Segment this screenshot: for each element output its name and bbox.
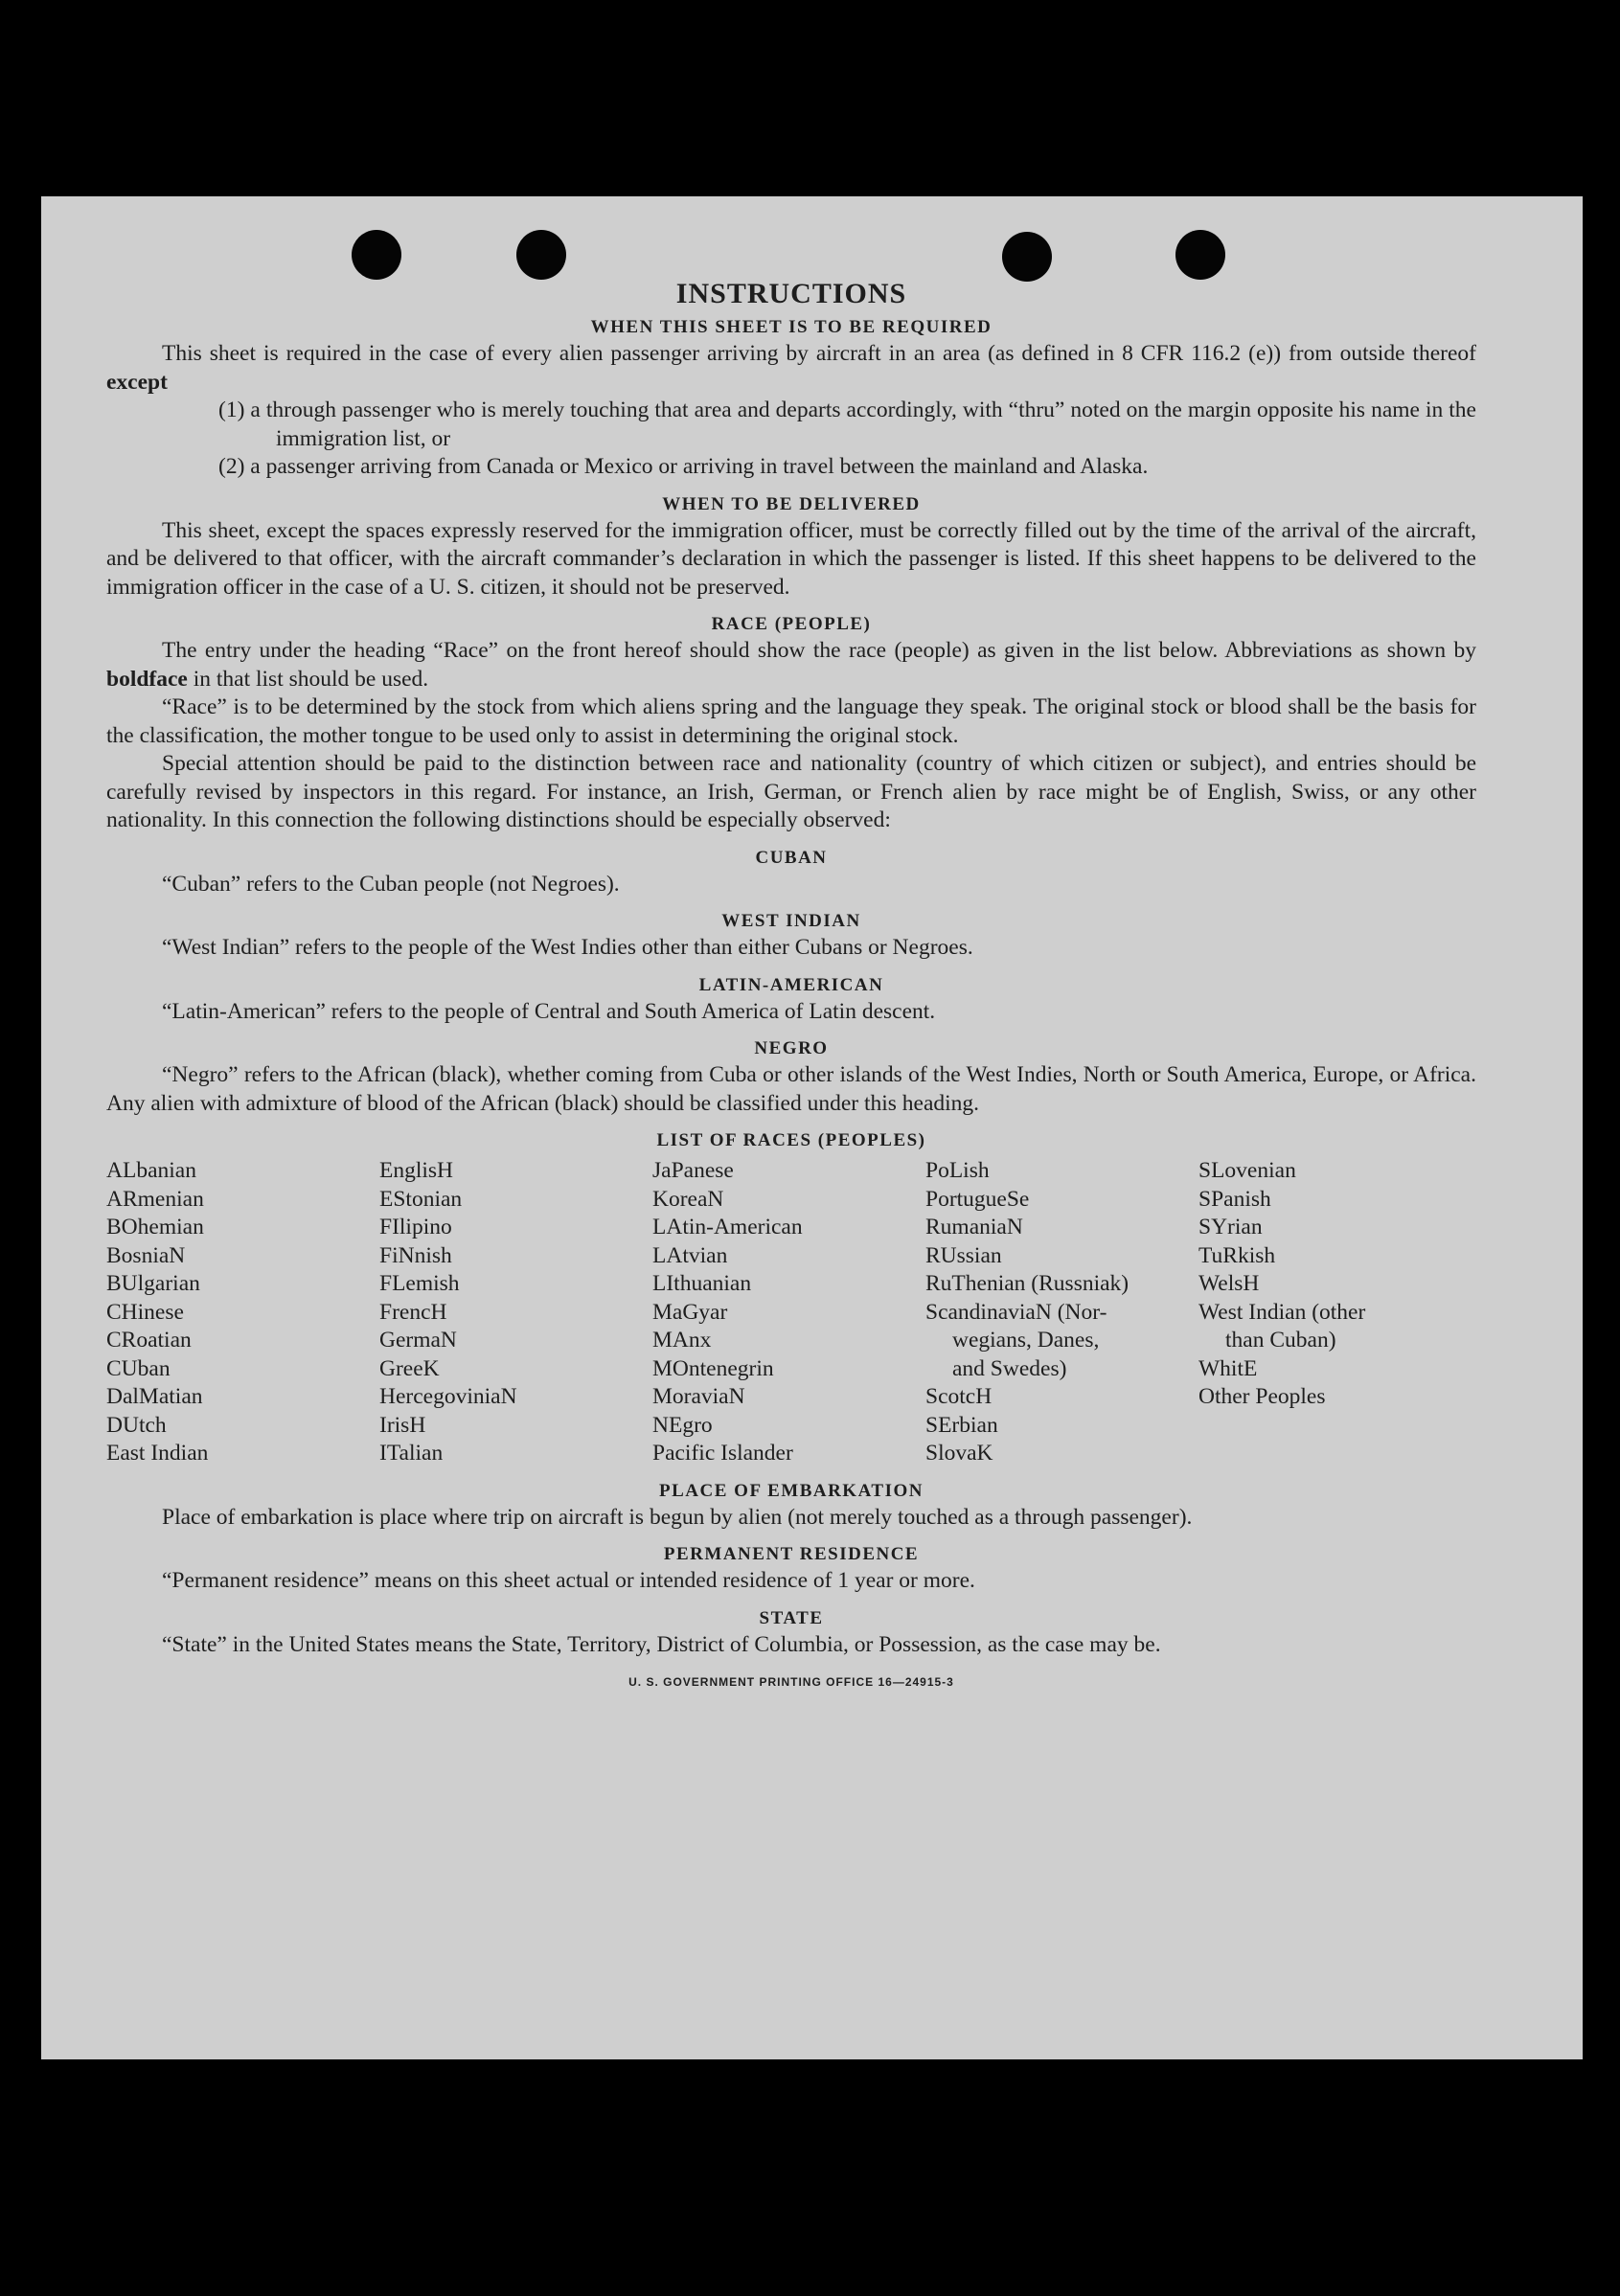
- race-entry: CRoatian: [106, 1328, 192, 1353]
- when-delivered-text: This sheet, except the spaces expressly reserved for the immigration officer, must be correctly filled out by the time of the arrival of the aircraft, and be delivered to that officer, with the aircraft commander’s declaration in which the passenger is listed. If this sheet happens to be delivered to the immigration officer in the case of a U. S. citizen, it should not be preserved.: [106, 517, 1476, 600]
- race-entry: NEgro: [652, 1412, 713, 1438]
- race-entry: [1198, 1440, 1476, 1468]
- race-entry: and Swedes): [952, 1355, 1067, 1381]
- race-entry: HercegoviniaN: [379, 1384, 517, 1409]
- race-entry: LIthuanian: [652, 1271, 752, 1296]
- page-title: INSTRUCTIONS: [675, 278, 907, 309]
- race-entry: MoraviaN: [652, 1384, 745, 1409]
- when-required-intro: This sheet is required in the case of every alien passenger arriving by aircraft in an area (as defined in 8 CFR 116.2 (e)) from outside thereof except: [106, 341, 1476, 395]
- race-entry: East Indian: [106, 1441, 209, 1466]
- race-entry: RumaniaN: [925, 1215, 1023, 1239]
- race-entry: FLemish: [379, 1271, 460, 1296]
- document-page: [41, 196, 1583, 2059]
- race-entry: FIlipino: [379, 1215, 452, 1239]
- race-entry: DalMatian: [106, 1384, 203, 1409]
- heading-when-delivered: WHEN TO BE DELIVERED: [662, 493, 921, 514]
- cuban-text: “Cuban” refers to the Cuban people (not Negroes).: [162, 871, 620, 897]
- heading-cuban: CUBAN: [755, 847, 828, 868]
- race-entry: LAtvian: [652, 1242, 728, 1268]
- race-entry: EStonian: [379, 1186, 463, 1212]
- race-entry: ScotcH: [925, 1384, 993, 1409]
- race-entry: SlovaK: [925, 1441, 993, 1466]
- residence-text: “Permanent residence” means on this sheet actual or intended residence of 1 year or more.: [162, 1568, 975, 1593]
- race-entry: ScandinaviaN (Nor-: [925, 1299, 1107, 1325]
- punch-hole-1: [352, 230, 401, 280]
- race-entry: DUtch: [106, 1412, 167, 1438]
- race-entry: TuRkish: [1198, 1242, 1276, 1268]
- race-paragraph-2: “Race” is to be determined by the stock from which aliens spring and the language they speak. The original stock or blood shall be the basis for the classification, the mother tongue to be used only to assist in determining the original stock.: [106, 694, 1476, 748]
- race-entry: GermaN: [379, 1328, 457, 1353]
- race-entry: EnglisH: [379, 1158, 454, 1183]
- race-entry: RuThenian (Russniak): [925, 1271, 1129, 1296]
- race-entry: KoreaN: [652, 1186, 724, 1212]
- race-entry: SErbian: [925, 1412, 998, 1438]
- race-entry: PortugueSe: [925, 1186, 1030, 1212]
- race-entry: wegians, Danes,: [952, 1328, 1100, 1353]
- race-entry: MaGyar: [652, 1299, 728, 1325]
- printing-office-footer: U. S. GOVERNMENT PRINTING OFFICE 16—24915-3: [628, 1675, 954, 1689]
- heading-latin-american: LATIN-AMERICAN: [698, 974, 884, 995]
- race-entry: Pacific Islander: [652, 1441, 793, 1466]
- heading-when-required: WHEN THIS SHEET IS TO BE REQUIRED: [590, 317, 993, 337]
- race-entry: FrencH: [379, 1299, 447, 1325]
- race-entry: JaPanese: [652, 1158, 734, 1183]
- exception-item-2: (2) a passenger arriving from Canada or Mexico or arriving in travel between the mainland and Alaska.: [218, 454, 1149, 479]
- heading-residence: PERMANENT RESIDENCE: [663, 1544, 920, 1564]
- latin-american-text: “Latin-American” refers to the people of Central and South America of Latin descent.: [162, 998, 936, 1024]
- race-entry: ITalian: [379, 1441, 444, 1466]
- race-entry: Other Peoples: [1198, 1384, 1326, 1409]
- race-entry: BosniaN: [106, 1242, 186, 1268]
- races-list: [106, 1157, 1476, 1468]
- punch-hole-3: [1002, 232, 1052, 282]
- race-entry: West Indian (other: [1198, 1299, 1366, 1325]
- race-entry: PoLish: [925, 1158, 990, 1183]
- race-entry: MAnx: [652, 1328, 712, 1353]
- embarkation-text: Place of embarkation is place where trip on aircraft is begun by alien (not merely touched as a through passenger).: [162, 1504, 1193, 1530]
- race-entry: CHinese: [106, 1299, 184, 1325]
- heading-race: RACE (PEOPLE): [711, 614, 872, 634]
- race-entry: BUlgarian: [106, 1271, 200, 1296]
- race-entry: LAtin-American: [652, 1215, 803, 1239]
- race-entry: SYrian: [1198, 1215, 1263, 1239]
- exception-item-1: (1) a through passenger who is merely touching that area and departs accordingly, with “thru” noted on the margin opposite his name in the immigration list, or: [218, 398, 1476, 451]
- race-entry: ARmenian: [106, 1186, 204, 1212]
- race-entry: ALbanian: [106, 1158, 196, 1183]
- punch-hole-2: [516, 230, 566, 280]
- race-entry: IrisH: [379, 1412, 426, 1438]
- west-indian-text: “West Indian” refers to the people of the West Indies other than either Cubans or Negroes.: [162, 935, 973, 960]
- race-paragraph-1: The entry under the heading “Race” on the front hereof should show the race (people) as given in the list below. Abbreviations as shown by boldface in that list should be used.: [106, 638, 1476, 692]
- race-entry: [1198, 1412, 1476, 1441]
- race-entry: BOhemian: [106, 1215, 204, 1239]
- heading-list-of-races: LIST OF RACES (PEOPLES): [656, 1130, 926, 1150]
- boldface-word: boldface: [106, 666, 188, 692]
- race-paragraph-3: Special attention should be paid to the distinction between race and nationality (country of which citizen or subject), and entries should be carefully revised by inspectors in this regard. For instance, an Irish, German, or French alien by race might be of English, Swiss, or any other nationality. In this connection the following distinctions should be especially observed:: [106, 751, 1476, 832]
- race-entry: GreeK: [379, 1355, 440, 1381]
- heading-negro: NEGRO: [754, 1038, 829, 1058]
- heading-west-indian: WEST INDIAN: [721, 911, 861, 931]
- race-entry: SLovenian: [1198, 1158, 1296, 1183]
- race-entry: FiNnish: [379, 1242, 452, 1268]
- heading-state: STATE: [759, 1607, 824, 1628]
- race-entry: WhitE: [1198, 1355, 1258, 1381]
- race-entry: MOntenegrin: [652, 1355, 774, 1381]
- punch-hole-4: [1175, 230, 1225, 280]
- race-entry: RUssian: [925, 1242, 1002, 1268]
- race-entry: SPanish: [1198, 1186, 1271, 1212]
- race-entry: WelsH: [1198, 1271, 1260, 1296]
- race-entry: CUban: [106, 1355, 171, 1381]
- heading-embarkation: PLACE OF EMBARKATION: [659, 1480, 924, 1501]
- except-word: except: [106, 369, 168, 395]
- negro-text: “Negro” refers to the African (black), whether coming from Cuba or other islands of the West Indies, North or South America, Europe, or Africa. Any alien with admixture of blood of the African (black) should be classified under this heading.: [106, 1062, 1476, 1116]
- instructions-content: [106, 278, 1476, 1697]
- race-entry: than Cuban): [1225, 1328, 1336, 1353]
- state-text: “State” in the United States means the State, Territory, District of Columbia, or Possession, as the case may be.: [162, 1631, 1161, 1657]
